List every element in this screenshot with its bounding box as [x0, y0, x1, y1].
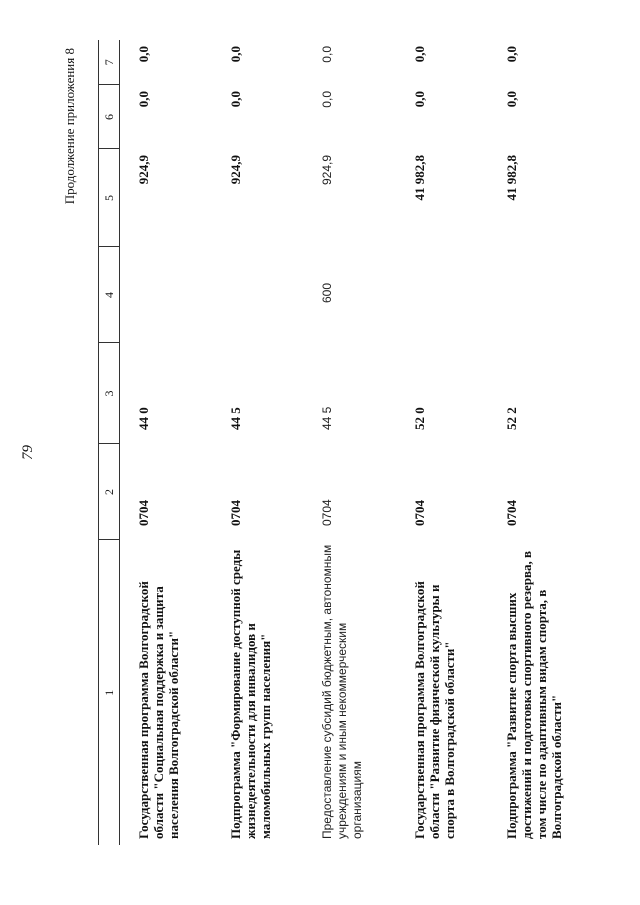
row-amount-3: 0,0	[228, 46, 243, 63]
row-expense-type	[228, 247, 320, 343]
table-row	[412, 40, 504, 845]
column-header: 4	[99, 247, 120, 343]
column-header: 7	[99, 40, 120, 85]
row-expense-type: 600	[320, 282, 334, 304]
row-name: Подпрограмма "Формирование доступной среды жизнедеятельности для инвалидов и маломобильных групп населения"	[228, 549, 273, 839]
row-name: Государственная программа Волгоградской области "Развитие физической культуры и спорта в Волгоградской области"	[412, 581, 457, 839]
header-row	[99, 40, 120, 845]
row-amount: 924,9	[320, 155, 334, 186]
continuation-label: Продолжение приложения 8	[62, 48, 77, 205]
row-target-code: 44 5	[228, 407, 243, 430]
row-amount-2: 0,0	[412, 91, 427, 108]
row-amount: 41 982,8	[412, 155, 427, 201]
table-row	[320, 40, 412, 845]
row-amount-2: 0,0	[504, 91, 519, 108]
row-amount-3: 0,0	[136, 46, 151, 63]
row-expense-type	[412, 247, 504, 343]
row-amount-3: 0,0	[320, 46, 334, 63]
table-row	[504, 40, 603, 845]
row-target-code: 52 0	[412, 407, 427, 430]
row-amount-2: 0,0	[136, 91, 151, 108]
row-amount-2: 0,0	[228, 91, 243, 108]
column-header: 3	[99, 343, 120, 444]
row-expense-type	[136, 247, 228, 343]
table-body	[136, 40, 603, 845]
column-header: 5	[99, 149, 120, 247]
row-target-code: 44 0	[136, 407, 151, 430]
budget-table	[98, 40, 603, 845]
row-name: Подпрограмма "Развитие спорта высших достижений и подготовка спортивного резерва, в том числе по адаптивным видам спорта, в Волгоградской области"	[504, 550, 564, 839]
row-amount: 924,9	[136, 155, 151, 185]
row-name: Государственная программа Волгоградской области "Социальная поддержка и защита населения Волгоградской области"	[136, 581, 181, 839]
row-amount-3: 0,0	[504, 46, 519, 63]
row-amount-3: 0,0	[412, 46, 427, 63]
row-amount-2: 0,0	[320, 91, 334, 108]
row-section-code: 0704	[136, 500, 151, 526]
row-section-code: 0704	[412, 500, 427, 526]
row-target-code: 52 2	[504, 407, 519, 430]
row-amount: 41 982,8	[504, 155, 519, 201]
column-header: 2	[99, 444, 120, 540]
column-header: 1	[99, 540, 120, 845]
row-amount: 924,9	[228, 155, 243, 185]
column-header: 6	[99, 85, 120, 149]
row-section-code: 0704	[504, 500, 519, 526]
budget-table-wrap	[98, 40, 603, 845]
page-number: 79	[20, 445, 36, 460]
row-section-code: 0704	[320, 499, 334, 526]
row-expense-type	[504, 247, 603, 343]
table-row	[228, 40, 320, 845]
row-section-code: 0704	[228, 500, 243, 526]
table-row	[136, 40, 228, 845]
row-target-code: 44 5	[320, 406, 334, 430]
row-name: Предоставление субсидий бюджетным, автономным учреждениям и иным некоммерческим организациям	[320, 544, 364, 839]
